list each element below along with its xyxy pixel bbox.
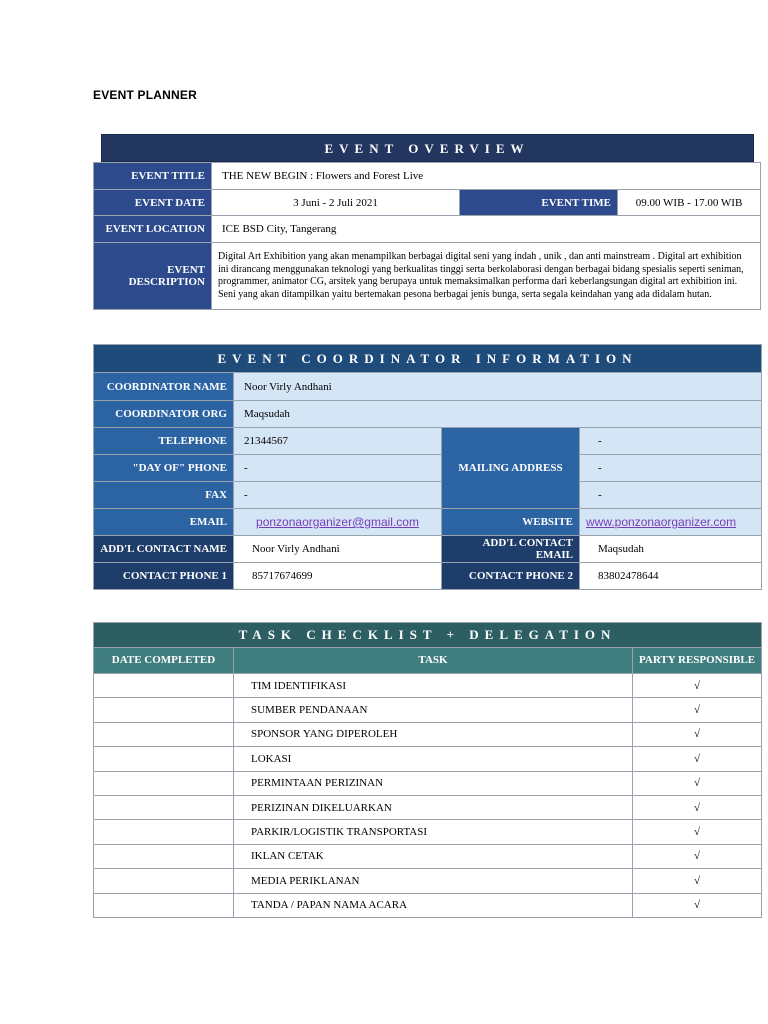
coordinator-name-value[interactable]: Noor Virly Andhani xyxy=(234,373,762,401)
coordinator-name-label: COORDINATOR NAME xyxy=(94,373,234,401)
date-completed-cell[interactable] xyxy=(94,771,234,795)
checkmark-icon[interactable]: √ xyxy=(633,747,762,771)
table-row xyxy=(94,747,762,771)
task-cell: PERMINTAAN PERIZINAN xyxy=(234,771,633,795)
website-label: WEBSITE xyxy=(442,509,580,536)
checkmark-icon[interactable]: √ xyxy=(633,722,762,746)
contact-phone-1-value[interactable]: 85717674699 xyxy=(234,563,442,590)
coordinator-header: EVENT COORDINATOR INFORMATION xyxy=(94,345,762,373)
addl-contact-name-value[interactable]: Noor Virly Andhani xyxy=(234,536,442,563)
column-header-party-responsible: PARTY RESPONSIBLE xyxy=(633,648,762,674)
task-checklist-table xyxy=(93,622,762,918)
event-date-value[interactable]: 3 Juni - 2 Juli 2021 xyxy=(212,190,460,216)
table-row xyxy=(94,722,762,746)
column-header-task: TASK xyxy=(234,648,633,674)
email-link[interactable]: ponzonaorganizer@gmail.com xyxy=(256,515,419,529)
contact-phone-2-value[interactable]: 83802478644 xyxy=(580,563,762,590)
addl-contact-email-value[interactable]: Maqsudah xyxy=(580,536,762,563)
task-cell: MEDIA PERIKLANAN xyxy=(234,869,633,893)
event-overview-table xyxy=(93,130,761,310)
document-title: EVENT PLANNER xyxy=(93,88,197,102)
mailing-address-line-3[interactable]: - xyxy=(580,482,762,509)
table-row xyxy=(94,844,762,868)
task-cell: TIM IDENTIFIKASI xyxy=(234,674,633,698)
mailing-address-line-2[interactable]: - xyxy=(580,455,762,482)
addl-contact-email-label: ADD'L CONTACT EMAIL xyxy=(442,536,580,563)
task-cell: PERIZINAN DIKELUARKAN xyxy=(234,795,633,819)
date-completed-cell[interactable] xyxy=(94,820,234,844)
checkmark-icon[interactable]: √ xyxy=(633,869,762,893)
task-cell: TANDA / PAPAN NAMA ACARA xyxy=(234,893,633,917)
task-cell: SPONSOR YANG DIPEROLEH xyxy=(234,722,633,746)
mailing-address-line-1[interactable]: - xyxy=(580,428,762,455)
contact-phone-1-label: CONTACT PHONE 1 xyxy=(94,563,234,590)
date-completed-cell[interactable] xyxy=(94,747,234,771)
event-description-label: EVENT DESCRIPTION xyxy=(94,243,212,310)
coordinator-info-table xyxy=(93,344,762,590)
telephone-value[interactable]: 21344567 xyxy=(234,428,442,455)
table-row xyxy=(94,869,762,893)
date-completed-cell[interactable] xyxy=(94,893,234,917)
checkmark-icon[interactable]: √ xyxy=(633,893,762,917)
checkmark-icon[interactable]: √ xyxy=(633,674,762,698)
task-cell: LOKASI xyxy=(234,747,633,771)
event-title-value[interactable]: THE NEW BEGIN : Flowers and Forest Live xyxy=(212,163,761,190)
event-time-value[interactable]: 09.00 WIB - 17.00 WIB xyxy=(618,190,761,216)
coordinator-org-label: COORDINATOR ORG xyxy=(94,401,234,428)
task-cell: PARKIR/LOGISTIK TRANSPORTASI xyxy=(234,820,633,844)
table-row xyxy=(94,820,762,844)
addl-contact-name-label: ADD'L CONTACT NAME xyxy=(94,536,234,563)
mailing-address-label: MAILING ADDRESS xyxy=(442,428,580,509)
dayof-phone-label: "DAY OF" PHONE xyxy=(94,455,234,482)
website-link[interactable]: www.ponzonaorganizer.com xyxy=(586,515,737,529)
event-time-label: EVENT TIME xyxy=(460,190,618,216)
checkmark-icon[interactable]: √ xyxy=(633,820,762,844)
event-date-label: EVENT DATE xyxy=(94,190,212,216)
table-row xyxy=(94,795,762,819)
dayof-phone-value[interactable]: - xyxy=(234,455,442,482)
fax-value[interactable]: - xyxy=(234,482,442,509)
task-cell: IKLAN CETAK xyxy=(234,844,633,868)
checkmark-icon[interactable]: √ xyxy=(633,698,762,722)
email-label: EMAIL xyxy=(94,509,234,536)
event-location-value[interactable]: ICE BSD City, Tangerang xyxy=(212,216,761,243)
task-rows xyxy=(94,674,762,918)
fax-label: FAX xyxy=(94,482,234,509)
date-completed-cell[interactable] xyxy=(94,674,234,698)
date-completed-cell[interactable] xyxy=(94,722,234,746)
column-header-date-completed: DATE COMPLETED xyxy=(94,648,234,674)
date-completed-cell[interactable] xyxy=(94,844,234,868)
task-cell: SUMBER PENDANAAN xyxy=(234,698,633,722)
event-location-label: EVENT LOCATION xyxy=(94,216,212,243)
table-row xyxy=(94,674,762,698)
date-completed-cell[interactable] xyxy=(94,698,234,722)
table-row xyxy=(94,698,762,722)
date-completed-cell[interactable] xyxy=(94,795,234,819)
task-checklist-header: TASK CHECKLIST + DELEGATION xyxy=(94,623,762,648)
telephone-label: TELEPHONE xyxy=(94,428,234,455)
coordinator-org-value[interactable]: Maqsudah xyxy=(234,401,762,428)
table-row xyxy=(94,893,762,917)
contact-phone-2-label: CONTACT PHONE 2 xyxy=(442,563,580,590)
date-completed-cell[interactable] xyxy=(94,869,234,893)
event-title-label: EVENT TITLE xyxy=(94,163,212,190)
checkmark-icon[interactable]: √ xyxy=(633,844,762,868)
checkmark-icon[interactable]: √ xyxy=(633,795,762,819)
event-description-value[interactable]: Digital Art Exhibition yang akan menampilkan berbagai digital seni yang indah , unik , dan anti mainstream . Digital art exhibition ini dirancang menggunakan teknologi yang berkualitas tinggi serta berkolaborasi dengan berbagai bidang spesialis seperti seniman, programmer, animator CG, arsitek yang berupaya untuk memaksimalkan performa dari keberlangsungan digital art exhibition ini. Seni yang akan ditampilkan yaitu bertemakan pesona berbagai jenis bunga, serta segala keindahan yang ada didalam hutan. xyxy=(212,243,761,310)
event-overview-header: EVENT OVERVIEW xyxy=(101,134,754,162)
table-row xyxy=(94,771,762,795)
checkmark-icon[interactable]: √ xyxy=(633,771,762,795)
